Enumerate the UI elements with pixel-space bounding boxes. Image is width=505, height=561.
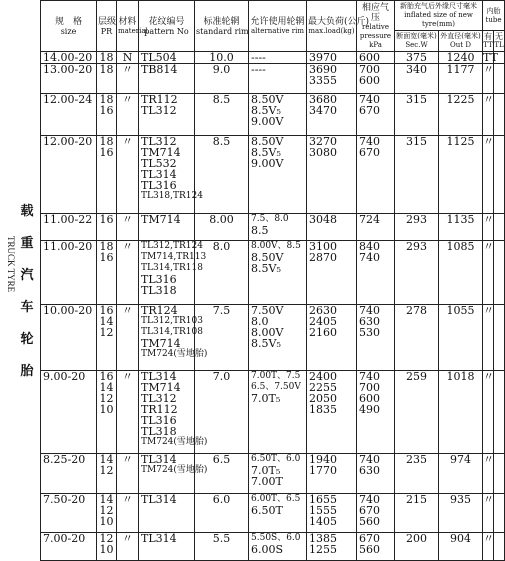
- cell-material: 〃: [117, 241, 139, 305]
- cell-alt-rim-line: 8.5V₅: [251, 262, 281, 275]
- cell-pattern-line: TL314: [141, 370, 177, 383]
- cell-alt-rim-line: 8.00V: [251, 326, 284, 339]
- cell-pr-line: 10: [99, 543, 114, 556]
- cell-tube-tt: 〃: [483, 241, 494, 305]
- cell-pattern-line: TM714: [141, 213, 181, 226]
- cell-pattern-line: TL312: [141, 392, 177, 405]
- cell-max-load-line: 2405: [309, 315, 337, 328]
- cell-pattern-line: TL312: [141, 104, 177, 117]
- cell-pr-line: 12: [99, 532, 114, 545]
- cell-standard-rim: 8.00: [195, 214, 249, 241]
- cell-size: 12.00-24: [41, 94, 97, 136]
- cell-pressure: [357, 454, 395, 494]
- cell-size: 14.00-20: [41, 52, 97, 64]
- cell-pr: [97, 494, 117, 533]
- cell-pr: [97, 533, 117, 561]
- cell-pressure: [357, 371, 395, 454]
- cell-tube-tt: 〃: [483, 494, 494, 533]
- cell-max-load-line: 3270: [309, 135, 337, 148]
- cell-pr-line: 16: [99, 213, 114, 226]
- cell-pattern-line: TL318: [141, 284, 177, 297]
- cell-max-load-line: 3100: [309, 240, 337, 253]
- header-sec-w: 断面宽(毫米) Sec.W: [395, 31, 439, 52]
- cell-size: 8.25-20: [41, 454, 97, 494]
- cell-material: 〃: [117, 454, 139, 494]
- cell-max-load: [307, 64, 357, 94]
- cell-alt-rim: [249, 533, 307, 561]
- cell-sec-w: 293: [395, 241, 439, 305]
- cell-pressure-line: 724: [359, 213, 380, 226]
- cell-tube-tl: [494, 214, 505, 241]
- cell-pressure-line: 600: [359, 51, 380, 64]
- cell-tube-tl: [494, 533, 505, 561]
- cell-alt-rim-line: 7.00T、7.5: [251, 371, 301, 381]
- cell-max-load-line: 2630: [309, 304, 337, 317]
- cell-sec-w: 278: [395, 305, 439, 371]
- cell-tube-tt: TT: [483, 51, 498, 64]
- cell-alt-rim-line: 7.0T₅: [251, 392, 281, 405]
- cell-pattern: [139, 370, 208, 454]
- cell-pr: [97, 52, 117, 64]
- cell-pattern-line: TL314: [141, 168, 177, 181]
- cell-pr-line: 16: [99, 304, 114, 317]
- cell-alt-rim-line: 7.50V: [251, 304, 284, 317]
- table-row: [41, 494, 505, 533]
- cell-pattern: [139, 533, 195, 561]
- cell-alt-rim-line: 8.5: [251, 224, 269, 237]
- cell-pr-line: 16: [99, 370, 114, 383]
- table-row: [41, 241, 505, 305]
- cell-material: 〃: [117, 94, 139, 136]
- header-standard-rim: 标准轮辋 standard rim: [195, 1, 249, 52]
- cell-max-load: [307, 52, 357, 64]
- table-row: [41, 52, 505, 64]
- cell-pr-line: 14: [99, 493, 114, 506]
- cell-max-load-line: 3690: [309, 63, 337, 76]
- cell-out-d: 974: [439, 454, 483, 494]
- cell-pressure-line: 560: [359, 515, 380, 528]
- cell-alt-rim-line: 9.00V: [251, 157, 284, 170]
- cell-alt-rim-line: 6.00S: [251, 543, 284, 556]
- cell-pressure: [357, 94, 395, 136]
- cell-alt-rim-line: 9.00V: [251, 115, 284, 128]
- cell-max-load: [307, 494, 357, 533]
- header-material: 材料 material: [117, 1, 139, 52]
- cell-standard-rim: 8.0: [195, 241, 249, 305]
- cell-max-load: [307, 305, 357, 371]
- cell-alt-rim-line: 5.50S、6.0: [251, 533, 301, 543]
- cell-alt-rim-line: 7.5、8.0: [251, 214, 289, 224]
- cell-tube-tl: [494, 64, 505, 94]
- cell-pattern-line: TL504: [141, 51, 177, 64]
- cell-pressure-line: 740: [359, 135, 380, 148]
- cell-tube-tl: [494, 136, 505, 214]
- cell-tube-tl: [494, 371, 505, 454]
- cell-tube-tt: 〃: [483, 305, 494, 371]
- cell-pr: [97, 305, 117, 371]
- cell-pressure-line: 740: [359, 453, 380, 466]
- header-pr: 层级 PR: [97, 1, 117, 52]
- cell-pattern-line: TL316: [141, 179, 177, 192]
- cell-material: 〃: [117, 214, 139, 241]
- cell-material: 〃: [117, 371, 139, 454]
- cell-alt-rim-line: 8.50V: [251, 135, 284, 148]
- cell-pressure-line: 840: [359, 240, 380, 253]
- cell-alt-rim-line: 6.50T、6.0: [251, 454, 301, 464]
- cell-pr-line: 16: [99, 104, 114, 117]
- cell-pressure: [357, 64, 395, 94]
- cell-max-load-line: 1770: [309, 464, 337, 477]
- header-size: 规 格 size: [41, 1, 97, 52]
- header-pressure: 相应气压 relative pressure kPa: [357, 1, 395, 52]
- cell-sec-w: 375: [395, 52, 439, 64]
- cell-sec-w: 315: [395, 94, 439, 136]
- cell-max-load-line: 1385: [309, 532, 337, 545]
- side-label: [0, 0, 40, 542]
- header-tube-tl: 无 TL: [494, 31, 505, 52]
- cell-pr-line: 12: [99, 504, 114, 517]
- side-label-zh: 载 重 汽 车 轮 胎: [20, 204, 34, 379]
- cell-pr-line: 12: [99, 464, 114, 477]
- cell-pattern-line: TR112: [141, 403, 178, 416]
- table-row: [41, 64, 505, 94]
- cell-max-load-line: 1405: [309, 515, 337, 528]
- cell-max-load: [307, 94, 357, 136]
- cell-max-load: [307, 214, 357, 241]
- cell-pattern: [139, 304, 208, 371]
- cell-pattern: [139, 494, 195, 533]
- cell-pattern-line: TL318,TR124: [141, 191, 203, 201]
- cell-max-load: [307, 533, 357, 561]
- cell-pressure-line: 740: [359, 304, 380, 317]
- cell-out-d: 904: [439, 533, 483, 561]
- header-max-load: 最大负荷(公斤) max.load(kg): [307, 1, 357, 52]
- cell-tube-tl: [494, 305, 505, 371]
- table-row: [41, 533, 505, 561]
- cell-alt-rim: [249, 371, 307, 454]
- cell-standard-rim: 5.5: [195, 533, 249, 561]
- cell-alt-rim: [249, 305, 307, 371]
- cell-alt-rim: [249, 52, 307, 64]
- cell-out-d: 935: [439, 494, 483, 533]
- header-inflated-size: 新胎充气后外缘尺寸毫米 inflated size of new tyre(mm): [395, 1, 483, 31]
- cell-pressure: [357, 214, 395, 241]
- table-row: [41, 371, 505, 454]
- cell-material: 〃: [117, 64, 139, 94]
- cell-max-load: [307, 136, 357, 214]
- cell-pressure-line: 630: [359, 315, 380, 328]
- cell-pattern-line: TL316: [141, 273, 177, 286]
- cell-sec-w: 259: [395, 371, 439, 454]
- cell-alt-rim: [249, 136, 307, 214]
- cell-standard-rim: 7.5: [195, 305, 249, 371]
- cell-sec-w: 293: [395, 214, 439, 241]
- cell-alt-rim: [249, 94, 307, 136]
- table-row: [41, 305, 505, 371]
- cell-out-d: 1240: [439, 52, 483, 64]
- cell-pressure-line: 600: [359, 74, 380, 87]
- cell-pattern-line: TL314: [141, 493, 177, 506]
- cell-pattern-line: TR112: [141, 93, 178, 106]
- cell-pr-line: 10: [99, 403, 114, 416]
- cell-pr-line: 14: [99, 381, 114, 394]
- cell-max-load-line: 3355: [309, 74, 337, 87]
- cell-pattern: [139, 241, 207, 305]
- cell-max-load-line: 3680: [309, 93, 337, 106]
- cell-pattern: [139, 64, 195, 94]
- cell-alt-rim-line: ----: [251, 51, 266, 64]
- cell-alt-rim: [249, 214, 307, 241]
- cell-standard-rim: 6.0: [195, 494, 249, 533]
- cell-max-load-line: 3470: [309, 104, 337, 117]
- cell-alt-rim-line: 6.5、7.50V: [251, 382, 301, 392]
- cell-pattern-line: TM714: [141, 381, 181, 394]
- cell-pattern-line: TL532: [141, 157, 177, 170]
- cell-out-d: 1125: [439, 136, 483, 214]
- cell-sec-w: 235: [395, 454, 439, 494]
- table-row: [41, 214, 505, 241]
- cell-tube-tl: [494, 454, 505, 494]
- cell-out-d: 1055: [439, 305, 483, 371]
- cell-pattern-line: TR124: [141, 304, 178, 317]
- cell-pr: [97, 64, 117, 94]
- cell-pr: [97, 371, 117, 454]
- cell-pr-line: 12: [99, 392, 114, 405]
- cell-size: 9.00-20: [41, 371, 97, 454]
- cell-tube-tt: 〃: [483, 214, 494, 241]
- header-tube: 内胎 tube: [483, 1, 505, 31]
- cell-pattern-line: TL314: [141, 453, 177, 466]
- cell-pattern: [139, 453, 208, 494]
- cell-max-load: [307, 371, 357, 454]
- cell-alt-rim-line: 8.5V₅: [251, 104, 281, 117]
- header-tube-tt: 有 TT: [483, 31, 494, 52]
- cell-pr-line: 18: [99, 135, 114, 148]
- cell-alt-rim: [249, 454, 307, 494]
- cell-pr-line: 16: [99, 146, 114, 159]
- cell-max-load-line: 3080: [309, 146, 337, 159]
- cell-out-d: 1085: [439, 241, 483, 305]
- cell-max-load-line: 2160: [309, 326, 337, 339]
- cell-sec-w: 315: [395, 136, 439, 214]
- cell-pattern-line: TL318: [141, 425, 177, 438]
- cell-pressure: [357, 494, 395, 533]
- cell-max-load: [307, 241, 357, 305]
- cell-pr: [97, 241, 117, 305]
- cell-alt-rim: [249, 494, 307, 533]
- cell-pr: [97, 136, 117, 214]
- cell-pr-line: 14: [99, 315, 114, 328]
- cell-max-load-line: 1555: [309, 504, 337, 517]
- cell-max-load-line: 1835: [309, 403, 337, 416]
- header-alt-rim: 允许使用轮辋 alternative rim: [249, 1, 307, 52]
- cell-size: 13.00-20: [41, 64, 97, 94]
- cell-max-load-line: 2050: [309, 392, 337, 405]
- cell-alt-rim-line: 6.50T: [251, 504, 283, 517]
- cell-pressure: [357, 241, 395, 305]
- cell-standard-rim: 6.5: [195, 454, 249, 494]
- cell-max-load: [307, 454, 357, 494]
- cell-pattern-line: TL314,TR118: [141, 263, 203, 273]
- cell-standard-rim: 10.0: [195, 52, 249, 64]
- cell-pattern-line: TL312,TR124: [141, 241, 203, 251]
- cell-max-load-line: 2870: [309, 251, 337, 264]
- cell-pattern-line: TM724(雪地胎): [141, 465, 208, 475]
- cell-tube-tt: 〃: [483, 94, 494, 136]
- cell-alt-rim-line: ----: [251, 63, 266, 76]
- cell-standard-rim: 8.5: [195, 94, 249, 136]
- header-pattern: 花纹编号 pattern No: [139, 1, 195, 52]
- cell-sec-w: 340: [395, 64, 439, 94]
- cell-pr-line: 18: [99, 240, 114, 253]
- cell-alt-rim-line: 8.50V: [251, 93, 284, 106]
- cell-max-load-line: 3970: [309, 51, 337, 64]
- cell-pattern-line: TL314: [141, 532, 177, 545]
- cell-alt-rim: [249, 241, 307, 305]
- cell-pressure-line: 670: [359, 504, 380, 517]
- cell-pattern: [139, 52, 195, 64]
- cell-pr-line: 18: [99, 93, 114, 106]
- cell-material: N: [117, 52, 139, 64]
- cell-alt-rim-line: 8.0: [251, 315, 269, 328]
- cell-pattern-line: TL312: [141, 135, 177, 148]
- cell-pressure-line: 740: [359, 251, 380, 264]
- cell-size: 7.50-20: [41, 494, 97, 533]
- cell-size: 7.00-20: [41, 533, 97, 561]
- cell-pressure-line: 740: [359, 93, 380, 106]
- cell-pattern: [139, 135, 203, 214]
- cell-pressure-line: 670: [359, 532, 380, 545]
- cell-pattern-line: TM724(雪地胎): [141, 437, 208, 447]
- table-body: [41, 52, 505, 561]
- cell-pressure-line: 700: [359, 63, 380, 76]
- cell-pr: [97, 454, 117, 494]
- cell-pr: [97, 214, 117, 241]
- cell-pattern-line: TM714,TR113: [141, 252, 207, 262]
- cell-pr-line: 12: [99, 326, 114, 339]
- cell-sec-w: 200: [395, 533, 439, 561]
- cell-sec-w: 215: [395, 494, 439, 533]
- cell-pressure: [357, 52, 395, 64]
- cell-pattern-line: TM714: [141, 337, 181, 350]
- cell-out-d: 1225: [439, 94, 483, 136]
- cell-max-load-line: 1940: [309, 453, 337, 466]
- cell-pressure-line: 700: [359, 381, 380, 394]
- cell-tube-tt: 〃: [483, 454, 494, 494]
- cell-out-d: 1018: [439, 371, 483, 454]
- side-label-en: TRUCK TYRE: [6, 236, 16, 293]
- cell-pr-line: 14: [99, 453, 114, 466]
- cell-alt-rim-line: 6.00T、6.5: [251, 494, 301, 504]
- cell-pattern-line: TB814: [141, 63, 178, 76]
- cell-pattern: [139, 214, 195, 241]
- cell-max-load-line: 2400: [309, 370, 337, 383]
- cell-pattern-line: TM724(雪地胎): [141, 349, 208, 359]
- header-out-d: 外直径(毫米) Out D: [439, 31, 483, 52]
- cell-pr-line: 18: [99, 63, 114, 76]
- cell-standard-rim: 9.0: [195, 64, 249, 94]
- table-row: [41, 454, 505, 494]
- cell-max-load-line: 1255: [309, 543, 337, 556]
- cell-pattern-line: TL316: [141, 414, 177, 427]
- cell-alt-rim-line: 8.50V: [251, 251, 284, 264]
- cell-pr-line: 18: [99, 51, 114, 64]
- cell-pressure-line: 560: [359, 543, 380, 556]
- cell-size: 12.00-20: [41, 136, 97, 214]
- cell-max-load-line: 3048: [309, 213, 337, 226]
- cell-pressure-line: 670: [359, 104, 380, 117]
- cell-tube-tt: 〃: [483, 64, 494, 94]
- truck-tyre-spec-table: [40, 0, 505, 561]
- cell-pressure-line: 530: [359, 326, 380, 339]
- cell-pressure: [357, 136, 395, 214]
- cell-pressure: [357, 305, 395, 371]
- cell-pressure-line: 740: [359, 493, 380, 506]
- cell-pattern-line: TM714: [141, 146, 181, 159]
- cell-tube-tt: 〃: [483, 371, 494, 454]
- cell-tube-tl: [494, 94, 505, 136]
- cell-standard-rim: 8.5: [195, 136, 249, 214]
- cell-material: 〃: [117, 305, 139, 371]
- table-row: [41, 94, 505, 136]
- cell-material: 〃: [117, 494, 139, 533]
- cell-alt-rim-line: 8.5V₅: [251, 146, 281, 159]
- cell-size: 11.00-22: [41, 214, 97, 241]
- cell-alt-rim-line: 7.00T: [251, 475, 283, 488]
- cell-material: 〃: [117, 533, 139, 561]
- cell-material: 〃: [117, 136, 139, 214]
- table-row: [41, 136, 505, 214]
- cell-size: 11.00-20: [41, 241, 97, 305]
- cell-pattern: [139, 94, 195, 136]
- cell-alt-rim-line: 7.0T₅: [251, 464, 281, 477]
- cell-pr-line: 10: [99, 515, 114, 528]
- cell-pressure-line: 670: [359, 146, 380, 159]
- cell-tube-tl: [494, 241, 505, 305]
- cell-alt-rim: [249, 64, 307, 94]
- cell-tube-tt: 〃: [483, 136, 494, 214]
- cell-pattern-line: TL314,TR108: [141, 327, 203, 337]
- cell-pr-line: 16: [99, 251, 114, 264]
- cell-pr: [97, 94, 117, 136]
- cell-alt-rim-line: 8.5V₅: [251, 337, 281, 350]
- cell-pressure-line: 740: [359, 370, 380, 383]
- cell-size: 10.00-20: [41, 305, 97, 371]
- cell-tube-tl: [494, 494, 505, 533]
- cell-max-load-line: 2255: [309, 381, 337, 394]
- cell-pressure-line: 630: [359, 464, 380, 477]
- cell-alt-rim-line: 8.00V、8.5: [251, 241, 301, 251]
- cell-out-d: 1177: [439, 64, 483, 94]
- cell-pressure: [357, 533, 395, 561]
- cell-pressure-line: 490: [359, 403, 380, 416]
- cell-pressure-line: 600: [359, 392, 380, 405]
- cell-pattern-line: TL312,TR103: [141, 316, 203, 326]
- cell-out-d: 1135: [439, 214, 483, 241]
- cell-max-load-line: 1655: [309, 493, 337, 506]
- cell-tube-tt: 〃: [483, 533, 494, 561]
- cell-standard-rim: 7.0: [195, 371, 249, 454]
